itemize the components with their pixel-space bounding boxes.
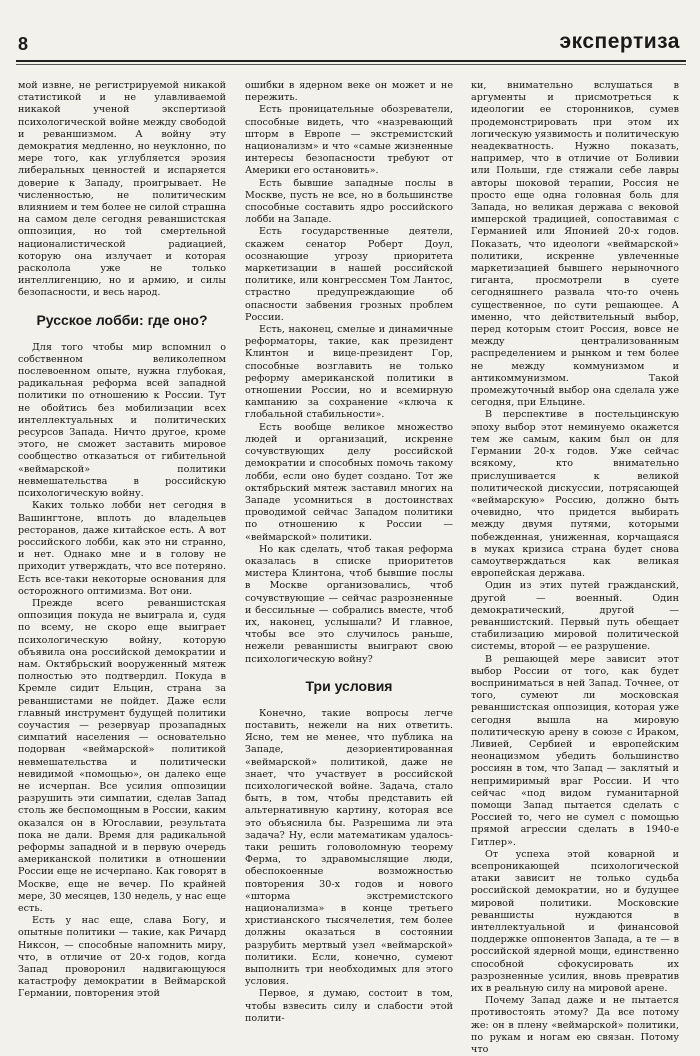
paragraph: Конечно, такие вопросы легче поставить, нежели на них ответить. Ясно, тем не менее, что публика на Западе, дезориентированная «веймарской» политикой, даже не знает, что участвует в российской психологической войне. Задача, стало быть, в том, чтобы представить ей альтернативную картину, которая все это объяснила бы. Разрешима ли эта задача? Ну, если математикам удалось-таки решить головоломную теорему Ферма, то здравомыслящие люди, обеспокоенные возможностью повторения 30-х годов и нового «шторма экстремистского национализма» в конце третьего христианского тысячелетия, тем более должны оказаться в состоянии разрубить мертвый узел «веймарской» политики. Если, конечно, сумеют выполнить три необходимых для этого условия. [245, 707, 453, 988]
paragraph: От успеха этой коварной и всепроникающей психологической атаки зависит не только судьба российской демократии, но и будущее мировой политики. Московские реваншисты нуждаются в интеллектуальной и финансовой поддержке оппонентов Запада, а те — в российской ядерной мощи, единственно способной сфокусировать их разрозненные усилия, вновь превратив их в реальную силу на мировой арене. [471, 848, 679, 995]
paragraph: Есть государственные деятели, скажем сенатор Роберт Доул, осознающие угрозу приоритета маркетизации в нашей российской политике, или конгрессмен Том Лантос, страстно предупреждающие об опасности забвения грозных проблем России. [245, 226, 453, 323]
paragraph: Есть, наконец, смелые и динамичные реформаторы, такие, как президент Клинтон и вице-президент Гор, способные возглавить не только реформу американской политики в отношении России, но и всемирную кампанию за сохранение «ключа к глобальной стабильности». [245, 324, 453, 421]
paragraph: ки, внимательно вслушаться в аргументы и присмотреться к идеологии ее сторонников, сумев продемонстрировать при этом их логическую уязвимость и политическую неадекватность. Нужно показать, например, что в отличие от Боливии или Польши, где стяжали себе лавры авторы шоковой терапии, Россия не просто еще одна головная боль для Запада, но великая держава с вековой имперской традицией, сопоставимая с Германией или Японией 20-х годов. Показать, что идеологи «веймарской» политики, искренне увлеченные маркетизацией бывшего нерыночного гиганта, просмотрели в суете сегодняшнего развала что-то очень существенное, по сути решающее. А именно, что действительный выбор, перед которым стоит Россия, вовсе не между централизованным распределением и рынком и тем более не между коммунизмом и антикоммунизмом. Такой промежуточный выбор она сделала уже сегодня, при Ельцине. [471, 80, 679, 409]
header-rule-thin [16, 64, 686, 65]
header-rule [16, 60, 686, 62]
paragraph: Есть проницательные обозреватели, способные видеть, что «назревающий шторм в Европе — экстремистский национализм» и что «самые жизненные интересы безопасности требуют от Америки его остановить». [245, 104, 453, 177]
subheading-three-conditions: Три условия [305, 677, 393, 694]
paragraph: В перспективе в постельцинскую эпоху выбор этот неминуемо окажется тем же самым, каким был он для Германии 20-х годов. Уже сейчас всякому, кто внимательно прислушивается к великой политической дискуссии, потрясающей «веймарскую» Россию, должно быть очевидно, что придется выбирать между двумя путями, которыми побежденная, униженная, корчащаяся в муках кризиса страна будет снова самоутверждаться как великая европейская держава. [471, 409, 679, 580]
paragraph: В решающей мере зависит этот выбор России от того, как будет восприниматься в ней Запад. Точнее, от того, сумеют ли московская реваншистская оппозиция, которая уже сегодня вышла на мировую политическую арену в союзе с Ираком, Ливией, Сербией и европейским неонацизмом убедить большинство россиян в том, что Запад — заклятый и непримиримый враг России. И что сейчас «под видом гуманитарной помощи Запад пытается сделать с Россией то, чего не сумел с помощью прямой агрессии сделать в 1940-е Гитлер». [471, 653, 679, 848]
section-title: экспертиза [559, 30, 680, 53]
paragraph: Почему Запад даже и не пытается противостоять этому? Да все потому же: он в плену «веймарской» политики, по рукам и ногам ею связан. Потому что [471, 995, 679, 1056]
paragraph: Но как сделать, чтоб такая реформа оказалась в списке приоритетов мистера Клинтона, чтоб бывшие послы в Москве организовались, чтоб сочувствующие — сейчас разрозненные и бессильные — собрались вместе, чтоб их, наконец, услышали? И главное, чтобы все это случилось раньше, нежели реваншисты выиграют свою психологическую войну? [245, 543, 453, 665]
page-number: 8 [18, 34, 29, 54]
paragraph: Первое, я думаю, состоит в том, чтобы взвесить силу и слабости этой полити- [245, 988, 453, 1024]
text-column-2 [245, 80, 453, 1024]
paragraph: мой извне, не регистрируемой никакой статистикой и не улавливаемой никакой ученой экспертизой психологической войне между свободой и реваншизмом. А войну эту демократия медленно, но неуклонно, по мере того, как углубляется эрозия либеральных ценностей и испаряется доверие к Западу, проигрывает. Не численностью, не политическим влиянием и тем более не силой страшна на самом деле сегодня реваншистская оппозиция, но той смертельной националистической радиацией, которую она излучает и которая расколола уже не только интеллигенцию, но и армию, и силы безопасности, и весь народ. [18, 80, 226, 299]
paragraph: Есть вообще великое множество людей и организаций, искренне сочувствующих делу российской демократии и способных помочь такому лобби, если оно будет создано. Тот же октябрьский мятеж заставил многих на Западе усомниться в достоинствах проводимой сейчас Западом политики по отношению к России — «веймарской» политики. [245, 421, 453, 543]
paragraph: Для того чтобы мир вспомнил о собственном великолепном послевоенном опыте, нужна глубокая, радикальная реформа всей западной политики по отношению к России. Тут не обойтись без мобилизации всех интеллектуальных и политических ресурсов Запада. Ничто другое, кроме этого, не сможет заставить мировое сообщество отказаться от гибительной «веймарской» политики невмешательства в российскую психологическую войну. [18, 341, 226, 500]
page-header [16, 30, 686, 60]
paragraph: Один из этих путей гражданский, другой — военный. Один демократический, другой — реваншистский. Первый путь обещает стабилизацию мировой политической системы, второй — ее разрушение. [471, 580, 679, 653]
paragraph: ошибки в ядерном веке он может и не пережить. [245, 80, 453, 104]
text-column-1 [18, 80, 226, 1000]
paragraph: Каких только лобби нет сегодня в Вашингтоне, вплоть до владельцев ресторанов, даже китайское есть. А вот российского лобби, как это ни странно, и нет. Однако мне и в голову не приходит утверждать, что все потеряно. Есть все-таки некоторые основания для осторожного оптимизма. Вот они. [18, 500, 226, 597]
paragraph: Есть бывшие западные послы в Москве, пусть не все, но в большинстве способные составить ядро российского лобби на Западе. [245, 177, 453, 226]
text-column-3 [471, 80, 679, 1056]
paragraph: Есть у нас еще, слава Богу, и опытные политики — такие, как Ричард Никсон, — способные напомнить миру, что, в отличие от 20-х годов, когда Запад проворонил надвигающуюся катастрофу демократии в Веймарской Германии, повторения этой [18, 915, 226, 1000]
paragraph: Прежде всего реваншистская оппозиция покуда не выиграла и, судя по всему, не скоро еще выиграет психологическую войну, которую объявила она российской демократии и нам. Октябрьский вооруженный мятеж полностью это подтвердил. Покуда в Кремле сидит Ельцин, страна за реваншистами не пойдет. Даже если главный инструмент будущей политики соучастия — резервуар прозападных симпатий населения — основательно подорван «веймарской» политикой невмешательства и политически невидимой «помощью», он далеко еще не исчерпан. Все усилия оппозиции разрушить эти симпатии, сделав Запад столь же беспомощным в России, каким оказался он в Югославии, результата пока не дали. Время для радикальной реформы западной и в первую очередь американской политики в отношении России еще не исчерпано. Как говорят в Москве, еще не вечер. По крайней мере, 30 месяцев, 130 недель, у нас еще есть. [18, 597, 226, 914]
subheading-russian-lobby: Русское лобби: где оно? [36, 311, 208, 328]
